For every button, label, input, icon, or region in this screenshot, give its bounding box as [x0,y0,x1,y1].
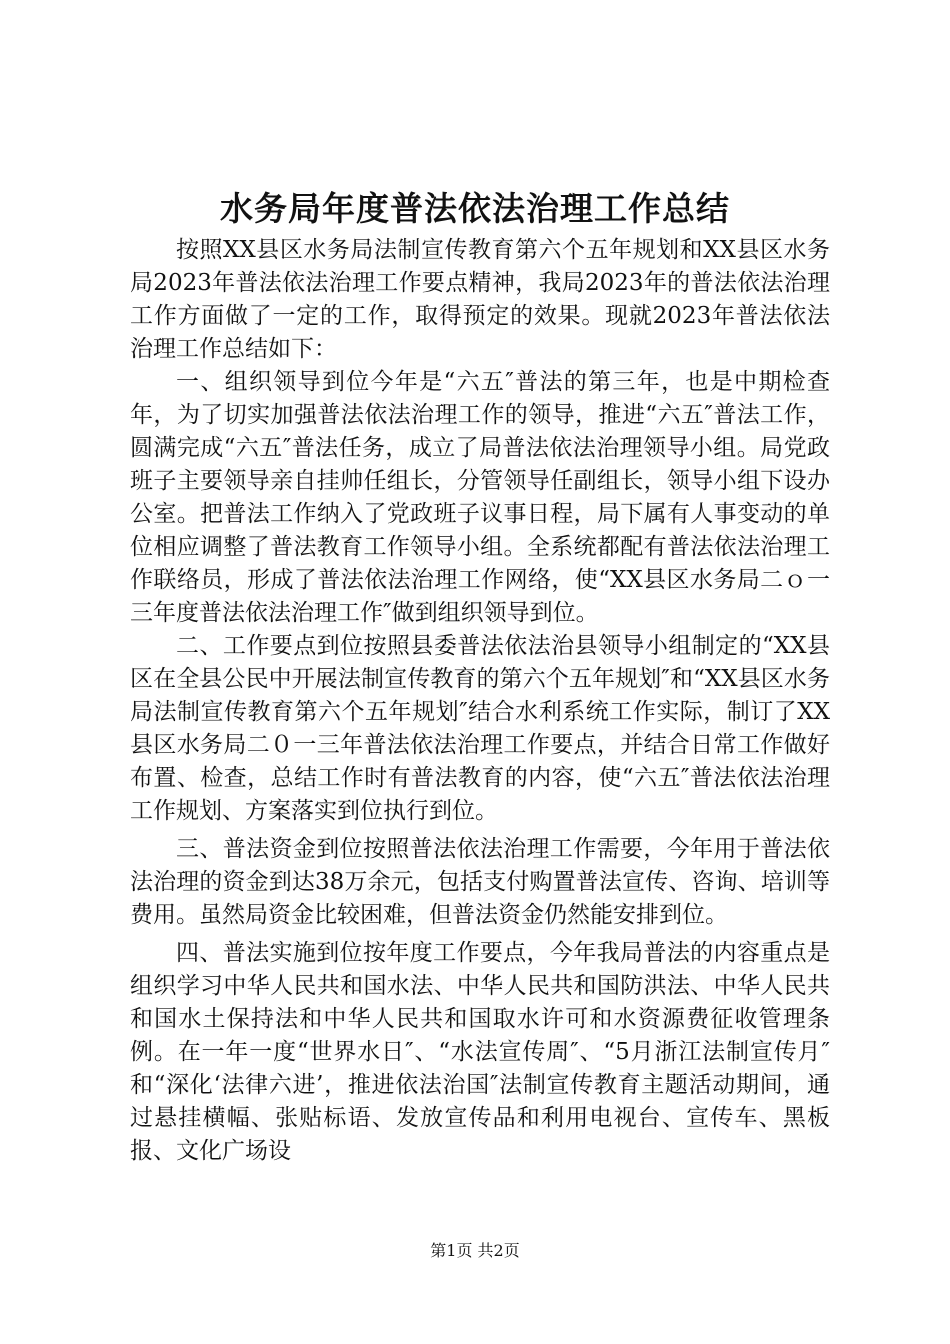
paragraph-work-plan: 二、工作要点到位按照县委普法依法治县领导小组制定的“XX县区在全县公民中开展法制宣传教育的第六个五年规划″和“XX县区水务局法制宣传教育第六个五年规划″结合水利系统工作实际，制订了XX县区水务局二０一三年普法依法治理工作要点，并结合日常工作做好布置、检查，总结工作时有普法教育的内容，使“六五″普法依法治理工作规划、方案落实到位执行到位。 [130,633,830,824]
document-body [130,234,830,1168]
paragraph-implementation: 四、普法实施到位按年度工作要点，今年我局普法的内容重点是组织学习中华人民共和国水法、中华人民共和国防洪法、中华人民共和国水土保持法和中华人民共和国取水许可和水资源费征收管理条例。在一年一度“世界水日″、“水法宣传周″、“5月浙江法制宣传月″和“深化‘法律六进’，推进依法治国″法制宣传教育主题活动期间，通过悬挂横幅、张贴标语、发放宣传品和利用电视台、宣传车、黑板报、文化广场设 [130,940,830,1164]
paragraph-funding: 三、普法资金到位按照普法依法治理工作需要，今年用于普法依法治理的资金到达38万余元，包括支付购置普法宣传、咨询、培训等费用。虽然局资金比较困难，但普法资金仍然能安排到位。 [130,836,830,928]
paragraph-intro: 按照XX县区水务局法制宣传教育第六个五年规划和XX县区水务局2023年普法依法治理工作要点精神，我局2023年的普法依法治理工作方面做了一定的工作，取得预定的效果。现就2023年普法依法治理工作总结如下： [130,237,830,362]
paragraph-organization: 一、组织领导到位今年是“六五″普法的第三年，也是中期检查年，为了切实加强普法依法治理工作的领导，推进“六五″普法工作，圆满完成“六五″普法任务，成立了局普法依法治理领导小组。局党政班子主要领导亲自挂帅任组长，分管领导任副组长，领导小组下设办公室。把普法工作纳入了党政班子议事日程，局下属有人事变动的单位相应调整了普法教育工作领导小组。全系统都配有普法依法治理工作联络员，形成了普法依法治理工作网络，使“XX县区水务局二ｏ一三年度普法依法治理工作″做到组织领导到位。 [130,369,830,626]
page-number-footer: 第1页 共2页 [430,1241,520,1260]
document-title: 水务局年度普法依法治理工作总结 [220,189,730,228]
